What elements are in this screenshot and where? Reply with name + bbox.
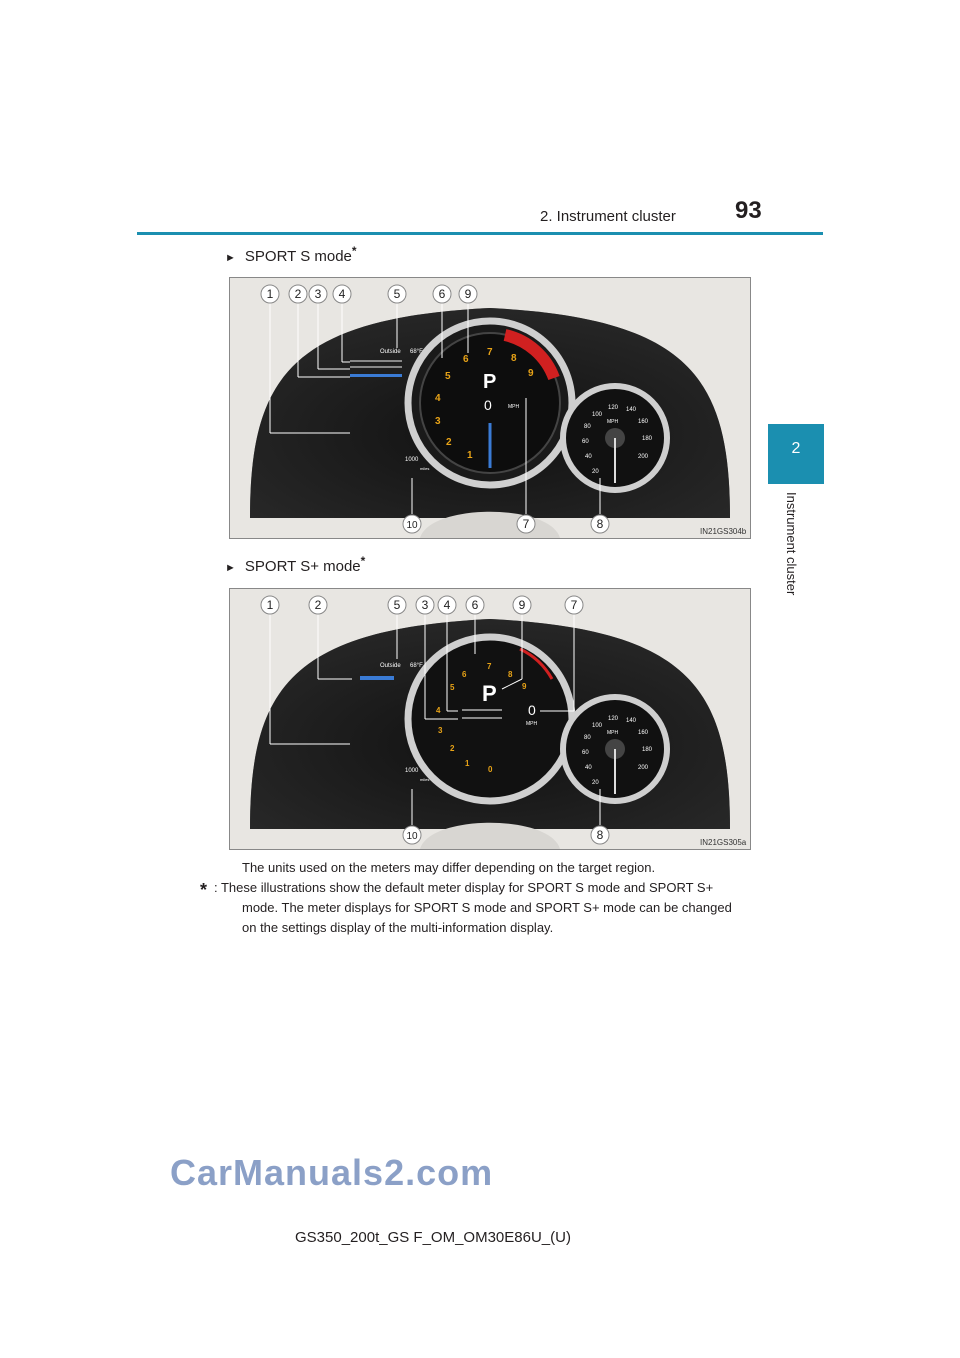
speedo-number: 20 bbox=[592, 469, 599, 475]
callout-marker bbox=[261, 285, 279, 303]
callout-marker bbox=[403, 826, 421, 844]
speedo-number: 60 bbox=[582, 750, 589, 756]
image-code: IN21GS305a bbox=[700, 838, 747, 847]
chapter-tab-number: 2 bbox=[791, 440, 801, 457]
speedo-number: 40 bbox=[585, 454, 592, 460]
svg-text:6: 6 bbox=[438, 287, 446, 301]
speedo-number: 100 bbox=[592, 412, 603, 418]
gear-indicator: P bbox=[482, 681, 497, 706]
callout-marker bbox=[433, 285, 451, 303]
callout-marker bbox=[309, 285, 327, 303]
svg-text:3: 3 bbox=[314, 287, 322, 301]
callout-marker bbox=[466, 596, 484, 614]
tach-number: 6 bbox=[462, 670, 467, 679]
callout-marker bbox=[513, 596, 531, 614]
analog-speed-unit: MPH bbox=[607, 730, 619, 736]
svg-text:8: 8 bbox=[596, 517, 604, 531]
callout-marker bbox=[438, 596, 456, 614]
digital-speed: 0 bbox=[484, 397, 492, 413]
callout-marker bbox=[416, 596, 434, 614]
digital-speed-unit: MPH bbox=[508, 404, 520, 410]
instrument-cluster-figure-sport-s bbox=[229, 277, 751, 539]
svg-text:5: 5 bbox=[393, 598, 401, 612]
tach-number: 7 bbox=[487, 347, 493, 358]
callout-marker bbox=[591, 826, 609, 844]
chapter-tab-label: Instrument cluster bbox=[784, 492, 799, 596]
digital-speed-unit: MPH bbox=[526, 721, 538, 727]
tach-number: 4 bbox=[436, 706, 441, 715]
callout-marker bbox=[459, 285, 477, 303]
speedo-number: 200 bbox=[638, 454, 649, 460]
analog-speed-unit: MPH bbox=[607, 419, 619, 425]
instrument-cluster-figure-sport-s-plus bbox=[229, 588, 751, 850]
tach-number: 1 bbox=[465, 759, 470, 768]
units-note: The units used on the meters may differ depending on the target region. bbox=[242, 860, 656, 875]
callout-marker bbox=[517, 515, 535, 533]
tach-number: 9 bbox=[528, 368, 534, 379]
svg-text:7: 7 bbox=[522, 517, 530, 531]
tach-number: 0 bbox=[488, 765, 493, 774]
speedo-number: 140 bbox=[626, 407, 637, 413]
watermark: CarManuals2.com bbox=[170, 1152, 494, 1193]
outside-temp: 68°F bbox=[410, 349, 423, 355]
tach-number: 3 bbox=[438, 726, 443, 735]
gear-indicator: P bbox=[483, 371, 497, 393]
svg-text:5: 5 bbox=[393, 287, 401, 301]
odometer: 1000 bbox=[405, 457, 419, 463]
callout-marker bbox=[289, 285, 307, 303]
callout-marker bbox=[309, 596, 327, 614]
tach-number: 6 bbox=[463, 354, 469, 365]
speedo-number: 40 bbox=[585, 765, 592, 771]
digital-speed: 0 bbox=[528, 702, 536, 718]
footnote-line: : These illustrations show the default meter display for SPORT S mode and SPORT S+ bbox=[214, 880, 714, 895]
callout-marker bbox=[333, 285, 351, 303]
speedo-number: 200 bbox=[638, 765, 649, 771]
tach-number: 3 bbox=[435, 416, 441, 427]
svg-text:9: 9 bbox=[464, 287, 472, 301]
odometer-unit: miles bbox=[420, 777, 430, 782]
cluster-illustration bbox=[230, 589, 750, 849]
odometer-unit: miles bbox=[420, 466, 430, 471]
footer-document-code: GS350_200t_GS F_OM_OM30E86U_(U) bbox=[295, 1229, 571, 1246]
speedo-number: 80 bbox=[584, 424, 591, 430]
header-rule bbox=[137, 232, 823, 235]
speedo-number: 80 bbox=[584, 735, 591, 741]
section-heading-sport-s-plus: ► SPORT S+ mode* bbox=[225, 554, 366, 575]
callout-marker bbox=[261, 596, 279, 614]
tach-number: 8 bbox=[508, 670, 513, 679]
callout-marker bbox=[591, 515, 609, 533]
speedo-number: 60 bbox=[582, 439, 589, 445]
speedo-number: 20 bbox=[592, 780, 599, 786]
svg-text:9: 9 bbox=[518, 598, 526, 612]
tach-number: 7 bbox=[487, 662, 492, 671]
speedo-number: 160 bbox=[638, 730, 649, 736]
triangle-bullet-icon: ► bbox=[225, 562, 236, 574]
speedo-number: 160 bbox=[638, 419, 649, 425]
callout-marker bbox=[388, 596, 406, 614]
speedo-number: 120 bbox=[608, 716, 619, 722]
svg-text:7: 7 bbox=[570, 598, 578, 612]
image-code: IN21GS304b bbox=[700, 527, 747, 536]
svg-text:10: 10 bbox=[406, 520, 418, 531]
triangle-bullet-icon: ► bbox=[225, 252, 236, 264]
speedo-number: 140 bbox=[626, 718, 637, 724]
callout-marker bbox=[403, 515, 421, 533]
tach-number: 2 bbox=[446, 437, 452, 448]
svg-text:4: 4 bbox=[443, 598, 451, 612]
tach-number: 5 bbox=[450, 683, 455, 692]
section-title: 2. Instrument cluster bbox=[540, 208, 676, 225]
svg-text:2: 2 bbox=[314, 598, 322, 612]
section-heading-sport-s: ► SPORT S mode* bbox=[225, 244, 357, 265]
svg-text:6: 6 bbox=[471, 598, 479, 612]
speedo-number: 120 bbox=[608, 405, 619, 411]
callout-marker bbox=[388, 285, 406, 303]
tach-number: 8 bbox=[511, 353, 517, 364]
tach-number: 5 bbox=[445, 371, 451, 382]
svg-text:8: 8 bbox=[596, 828, 604, 842]
tach-number: 1 bbox=[467, 450, 473, 461]
svg-text:1: 1 bbox=[266, 598, 274, 612]
svg-text:10: 10 bbox=[406, 831, 418, 842]
tach-number: 9 bbox=[522, 682, 527, 691]
svg-text:3: 3 bbox=[421, 598, 429, 612]
tach-number: 4 bbox=[435, 393, 441, 404]
callout-marker bbox=[565, 596, 583, 614]
odometer: 1000 bbox=[405, 768, 419, 774]
page-number: 93 bbox=[735, 197, 762, 224]
outside-temp: 68°F bbox=[410, 663, 423, 669]
footnote-line: on the settings display of the multi-information display. bbox=[242, 920, 554, 935]
speedo-number: 180 bbox=[642, 436, 653, 442]
svg-text:4: 4 bbox=[338, 287, 346, 301]
outside-label: Outside bbox=[380, 663, 401, 669]
cluster-illustration bbox=[230, 278, 750, 538]
outside-label: Outside bbox=[380, 349, 401, 355]
speedo-number: 180 bbox=[642, 747, 653, 753]
svg-text:2: 2 bbox=[294, 287, 302, 301]
footnote-line: mode. The meter displays for SPORT S mode and SPORT S+ mode can be changed bbox=[242, 900, 732, 915]
svg-text:1: 1 bbox=[266, 287, 274, 301]
tach-number: 2 bbox=[450, 744, 455, 753]
speedo-number: 100 bbox=[592, 723, 603, 729]
footnote-marker: * bbox=[200, 880, 208, 900]
